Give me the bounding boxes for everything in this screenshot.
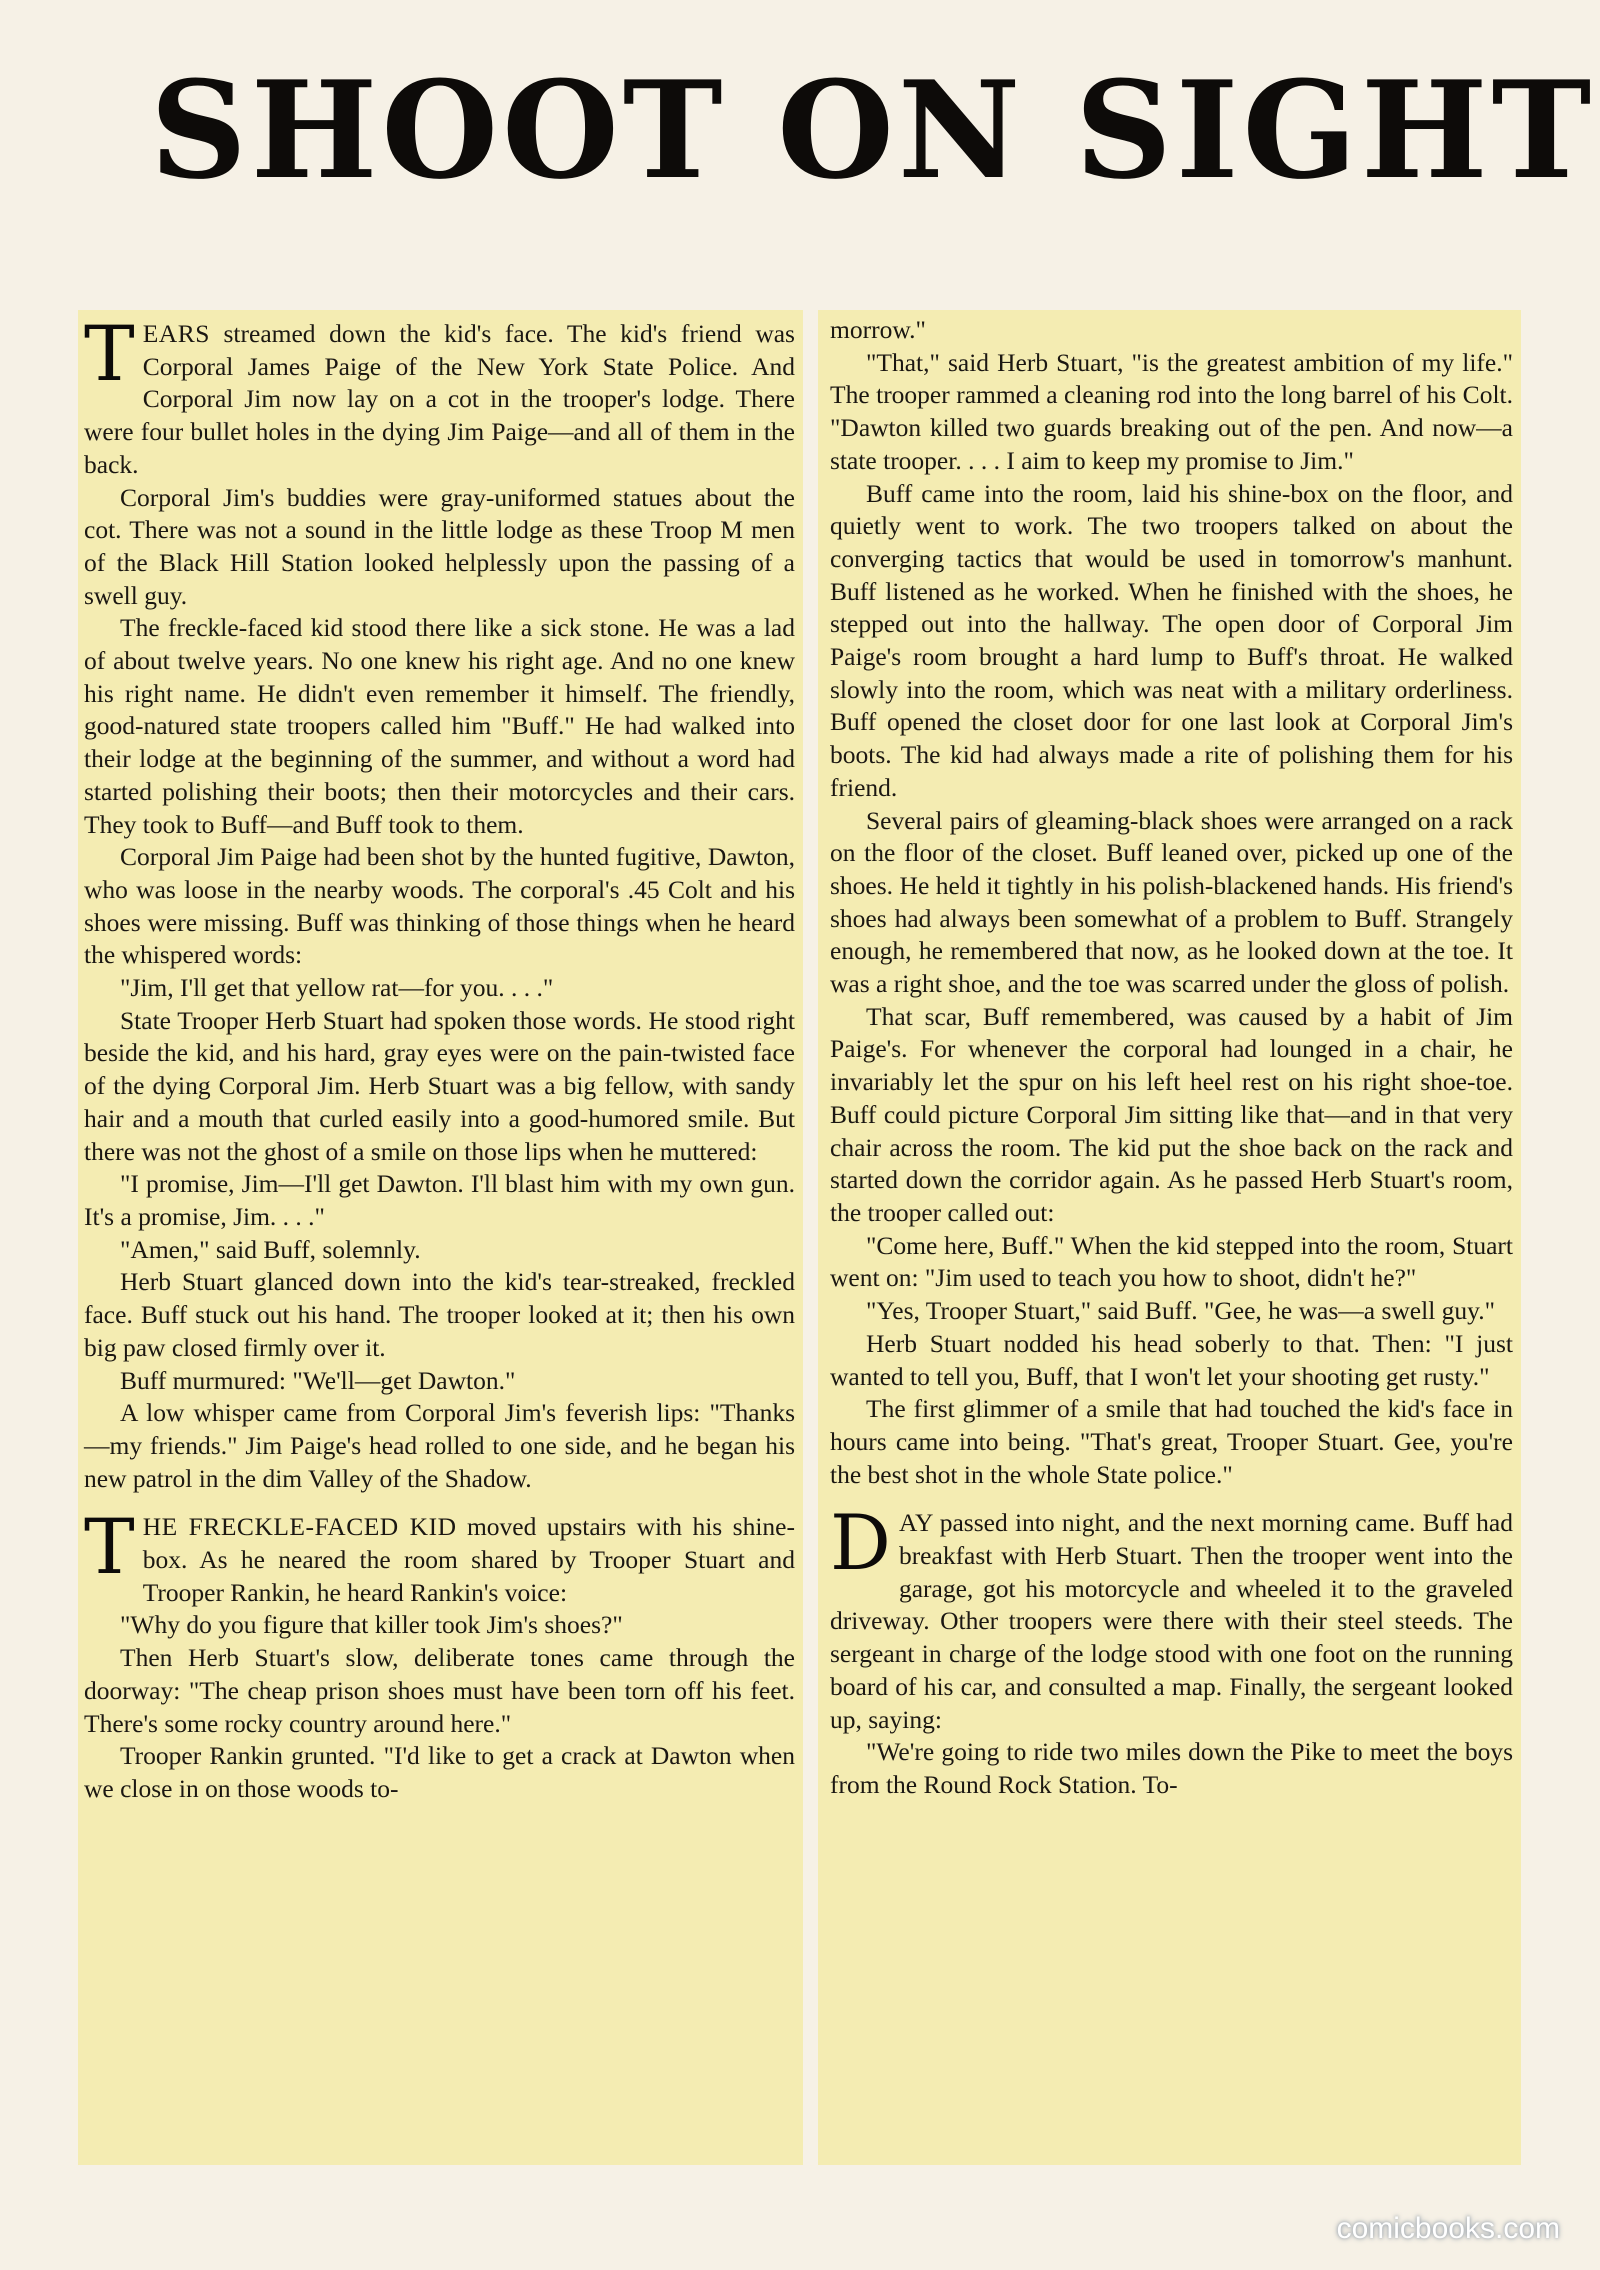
paragraph: Trooper Rankin grunted. "I'd like to get a crack at Dawton when we close in on those woods to- bbox=[84, 1741, 795, 1803]
paragraph bbox=[84, 1502, 795, 1609]
paragraph: "Amen," said Buff, solemnly. bbox=[120, 1234, 421, 1264]
page-title: SHOOT ON SIGHT bbox=[150, 51, 1596, 209]
paragraph-text: AY passed into night, and the next morning came. Buff had breakfast with Herb Stuart. Then the trooper went into the garage, got his motorcycle and wheeled it to the graveled driveway. Other troopers were there with their steel steeds. The sergeant in charge of the lodge stood with one foot on the running board of his car, and consulted a map. Finally, the sergeant looked up, saying: bbox=[830, 1508, 1513, 1734]
paragraph: "Come here, Buff." When the kid stepped into the room, Stuart went on: "Jim used to teach you how to shoot, didn't he?" bbox=[830, 1230, 1513, 1293]
paragraph: The freckle-faced kid stood there like a sick stone. He was a lad of about twelve years. No one knew his right age. And no one knew his right name. He didn't even remember it himself. The friendly, good-natured state troopers called him "Buff." He had walked into their lodge at the beginning of the summer, and without a word had started polishing their boots; then their motorcycles and their cars. They took to Buff—and Buff took to them. bbox=[84, 613, 795, 839]
paragraph-text: moved upstairs with his shine-box. As he neared the room shared by Trooper Stuart and Trooper Rankin, he heard Rankin's voice: bbox=[142, 1512, 795, 1607]
paragraph: The first glimmer of a smile that had touched the kid's face in hours came into being. "That's great, Trooper Stuart. Gee, you're the best shot in the whole State police." bbox=[830, 1394, 1513, 1489]
paragraph: Several pairs of gleaming-black shoes were arranged on a rack on the floor of the closet. Buff leaned over, picked up one of the shoes. He held it tightly in his polish-blackened hands. His friend's shoes had always been somewhat of a problem to Buff. Strangely enough, he remembered that now, as he looked down at the toe. It was a right shoe, and the toe was scarred under the gloss of polish. bbox=[830, 805, 1513, 999]
paragraph: "I promise, Jim—I'll get Dawton. I'll blast him with my own gun. It's a promise, Jim. . . ." bbox=[84, 1169, 795, 1231]
lead-in: EARS bbox=[142, 319, 210, 348]
paragraph: "Why do you figure that killer took Jim's shoes?" bbox=[120, 1610, 623, 1640]
story-column-right bbox=[818, 310, 1521, 2165]
paragraph: A low whisper came from Corporal Jim's feverish lips: "Thanks—my friends." Jim Paige's head rolled to one side, and he began his new patrol in the dim Valley of the Shadow. bbox=[84, 1398, 795, 1493]
paragraph: morrow." bbox=[830, 315, 926, 344]
paragraph bbox=[830, 1498, 1513, 1736]
story-column-left bbox=[78, 310, 803, 2165]
paragraph: "That," said Herb Stuart, "is the greatest ambition of my life." The trooper rammed a cleaning rod into the long barrel of his Colt. "Dawton killed two guards breaking out of the pen. And now—a state trooper. . . . I aim to keep my promise to Jim." bbox=[830, 347, 1513, 475]
paragraph: Buff came into the room, laid his shine-box on the floor, and quietly went to work. The two troopers talked on about the converging tactics that would be used in tomorrow's manhunt. Buff listened as he worked. When he finished with the shoes, he stepped out into the hallway. The open door of Corporal Jim Paige's room brought a hard lump to Buff's throat. He walked slowly into the room, which was neat with a military orderliness. Buff opened the closet door for one last look at Corporal Jim's boots. The kid had always made a rite of polishing them for his friend. bbox=[830, 478, 1513, 802]
paragraph bbox=[84, 310, 795, 482]
paragraph: "Jim, I'll get that yellow rat—for you. . . ." bbox=[120, 973, 554, 1003]
paragraph: Corporal Jim's buddies were gray-uniformed statues about the cot. There was not a sound in the little lodge as these Troop M men of the Black Hill Station looked helplessly upon the passing of a swell guy. bbox=[84, 482, 795, 610]
paragraph: "We're going to ride two miles down the Pike to meet the boys from the Round Rock Station. To- bbox=[830, 1737, 1513, 1799]
paragraph: That scar, Buff remembered, was caused by a habit of Jim Paige's. For whenever the corporal had lounged in a chair, he invariably let the spur on his left heel rest on his right shoe-toe. Buff could picture Corporal Jim sitting like that—and in that very chair across the room. The kid put the shoe back on the rack and started down the corridor again. As he passed Herb Stuart's room, the trooper called out: bbox=[830, 1001, 1513, 1227]
paragraph: "Yes, Trooper Stuart," said Buff. "Gee, he was—a swell guy." bbox=[866, 1296, 1496, 1326]
paragraph: Herb Stuart glanced down into the kid's tear-streaked, freckled face. Buff stuck out his hand. The trooper looked at it; then his own big paw closed firmly over it. bbox=[84, 1267, 795, 1362]
paragraph: Herb Stuart nodded his head soberly to that. Then: "I just wanted to tell you, Buff, that I won't let your shooting get rusty." bbox=[830, 1328, 1513, 1391]
paragraph: State Trooper Herb Stuart had spoken those words. He stood right beside the kid, and his hard, gray eyes were on the pain-twisted face of the dying Corporal Jim. Herb Stuart was a big fellow, with sandy hair and a mouth that curled easily into a good-humored smile. But there was not the ghost of a smile on those lips when he muttered: bbox=[84, 1005, 795, 1166]
paragraph: Buff murmured: "We'll—get Dawton." bbox=[120, 1365, 516, 1395]
paragraph: Then Herb Stuart's slow, deliberate tones came through the doorway: "The cheap prison shoes must have been torn off his feet. There's some rocky country around here." bbox=[84, 1643, 795, 1738]
lead-in: HE FRECKLE-FACED KID bbox=[142, 1512, 457, 1542]
drop-cap: T bbox=[84, 310, 135, 398]
paragraph: Corporal Jim Paige had been shot by the hunted fugitive, Dawton, who was loose in the nearby woods. The corporal's .45 Colt and his shoes were missing. Buff was thinking of those things when he heard the whispered words: bbox=[84, 842, 795, 970]
drop-cap: D bbox=[830, 1498, 891, 1588]
drop-cap: T bbox=[84, 1502, 135, 1592]
site-watermark: comicbooks.com bbox=[1336, 2212, 1560, 2245]
paragraph-text: streamed down the kid's face. The kid's friend was Corporal James Paige of the New York State Police. And Corporal Jim now lay on a cot in the trooper's lodge. There were four bullet holes in the dying Jim Paige—and all of them in the back. bbox=[84, 319, 795, 479]
